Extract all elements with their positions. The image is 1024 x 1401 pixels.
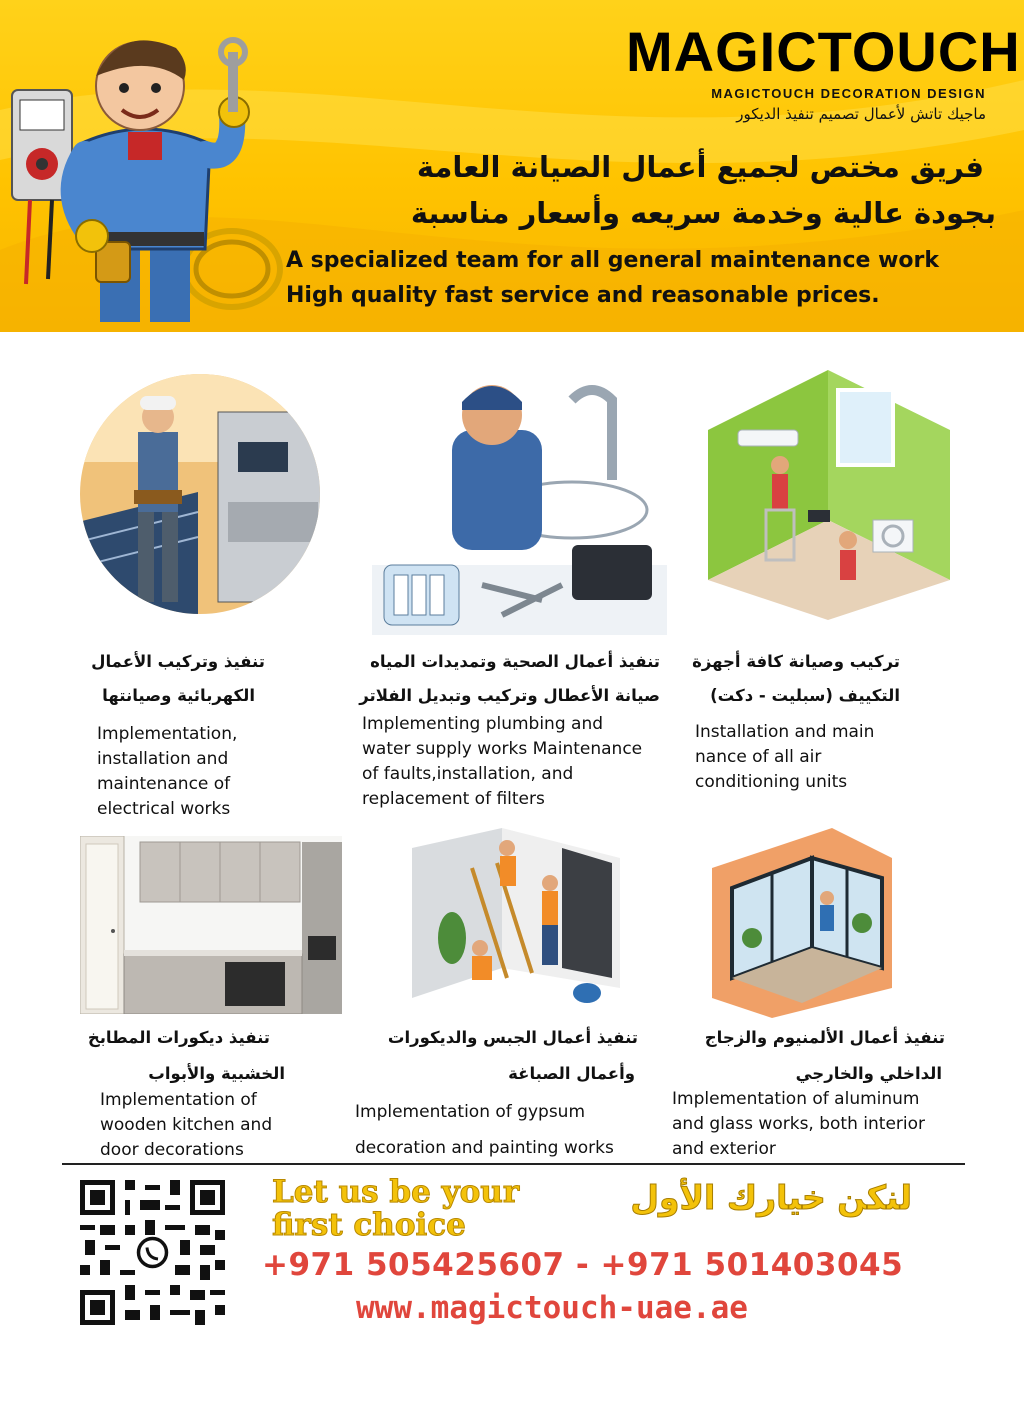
brand-subtitle: MAGICTOUCH DECORATION DESIGN: [711, 86, 986, 101]
air-conditioning-image: [708, 370, 950, 620]
service-gypsum-painting-en-line: decoration and painting works: [355, 1138, 614, 1158]
headline-english-line-2: High quality fast service and reasonable prices.: [286, 283, 880, 308]
service-plumbing-en-line: Implementing plumbing and: [362, 714, 604, 734]
service-electrical-ar-line-2: الكهربائية وصيانتها: [102, 686, 255, 705]
gypsum-painting-image: [412, 828, 620, 1018]
service-plumbing-en-line: of faults,installation, and: [362, 764, 574, 784]
service-aluminum-glass-en-text: [672, 1087, 972, 1162]
service-kitchen-en-line: wooden kitchen and: [100, 1115, 273, 1135]
service-electrical-ar-line-1: تنفيذ وتركيب الأعمال: [91, 652, 265, 671]
electrical-worker-image: [78, 372, 323, 617]
service-aluminum-glass-en-line: and exterior: [672, 1139, 776, 1159]
header-banner: [0, 0, 1024, 332]
plumber-image: [372, 360, 667, 635]
technician-mascot-illustration: [0, 14, 290, 324]
service-kitchen-en-line: Implementation of: [100, 1090, 257, 1110]
slogan-english-line-2: first choice: [272, 1207, 466, 1243]
website-link[interactable]: www.magictouch-uae.ae: [356, 1290, 748, 1326]
service-gypsum-painting-ar-line-1: تنفيذ أعمال الجبس والديكورات: [387, 1028, 638, 1047]
service-plumbing-ar-line-1: تنفيذ أعمال الصحية وتمديدات المياه: [370, 652, 660, 671]
service-gypsum-painting-en-line: Implementation of gypsum: [355, 1102, 586, 1122]
service-air-conditioning-en-text: [695, 720, 955, 795]
service-gypsum-painting-en-text: [355, 1094, 655, 1166]
service-air-conditioning-en-line: nance of all air: [695, 747, 822, 767]
slogan-arabic: لنكن خيارك الأول: [630, 1178, 912, 1217]
service-kitchen-en-line: door decorations: [100, 1140, 244, 1160]
service-plumbing-en-line: replacement of filters: [362, 789, 545, 809]
service-air-conditioning-ar-line-2: التكييف (سبليت - دكت): [710, 686, 900, 705]
brand-arabic-name: ماجيك تاتش لأعمال تصميم تنفيذ الديكور: [736, 105, 986, 123]
service-kitchen-ar-line-1: تنفيذ ديكورات المطابخ: [87, 1028, 270, 1047]
service-electrical-en-line: installation and: [97, 749, 229, 769]
service-electrical-en-text: [97, 722, 327, 822]
service-air-conditioning-en-line: conditioning units: [695, 772, 848, 792]
whatsapp-qr-code[interactable]: [80, 1180, 225, 1325]
service-air-conditioning-en-line: Installation and main: [695, 722, 875, 742]
service-electrical-en-line: electrical works: [97, 799, 231, 819]
slogan-english-line-1: Let us be your: [272, 1174, 520, 1210]
service-plumbing-en-text: [362, 712, 682, 812]
service-aluminum-glass-ar-line-1: تنفيذ أعمال الألمنيوم والزجاج: [704, 1028, 945, 1047]
footer-divider: [62, 1163, 965, 1165]
headline-english-line-1: A specialized team for all general maintenance work: [286, 248, 940, 273]
brand-block: [626, 20, 1021, 123]
service-electrical-en-line: Implementation,: [97, 724, 238, 744]
brand-logo: MAGICTOUCH: [626, 20, 1021, 83]
service-plumbing-en-line: water supply works Maintenance: [362, 739, 643, 759]
service-plumbing-ar-line-2: صيانة الأعطال وتركيب وتبديل الفلاتر: [359, 686, 660, 705]
service-aluminum-glass-en-line: and glass works, both interior: [672, 1114, 925, 1134]
service-gypsum-painting-ar-line-2: وأعمال الصباغة: [508, 1064, 635, 1083]
service-kitchen-en-text: [100, 1088, 340, 1163]
headline-arabic-line-2: بجودة عالية وخدمة سريعه وأسعار مناسبة: [410, 196, 996, 230]
service-kitchen-ar-line-2: الخشبية والأبواب: [148, 1064, 285, 1083]
service-aluminum-glass-ar-line-2: الداخلي والخارجي: [795, 1064, 942, 1083]
service-aluminum-glass-en-line: Implementation of aluminum: [672, 1089, 920, 1109]
phone-numbers[interactable]: +971 505425607 - +971 501403045: [262, 1247, 904, 1283]
service-air-conditioning-ar-line-1: تركيب وصيانة كافة أجهزة: [692, 652, 900, 671]
kitchen-image: [80, 836, 342, 1014]
service-electrical-en-line: maintenance of: [97, 774, 231, 794]
headline-arabic-line-1: فريق مختص لجميع أعمال الصيانة العامة: [416, 150, 984, 184]
aluminum-glass-image: [712, 828, 912, 1018]
slogan-english: [272, 1176, 572, 1242]
